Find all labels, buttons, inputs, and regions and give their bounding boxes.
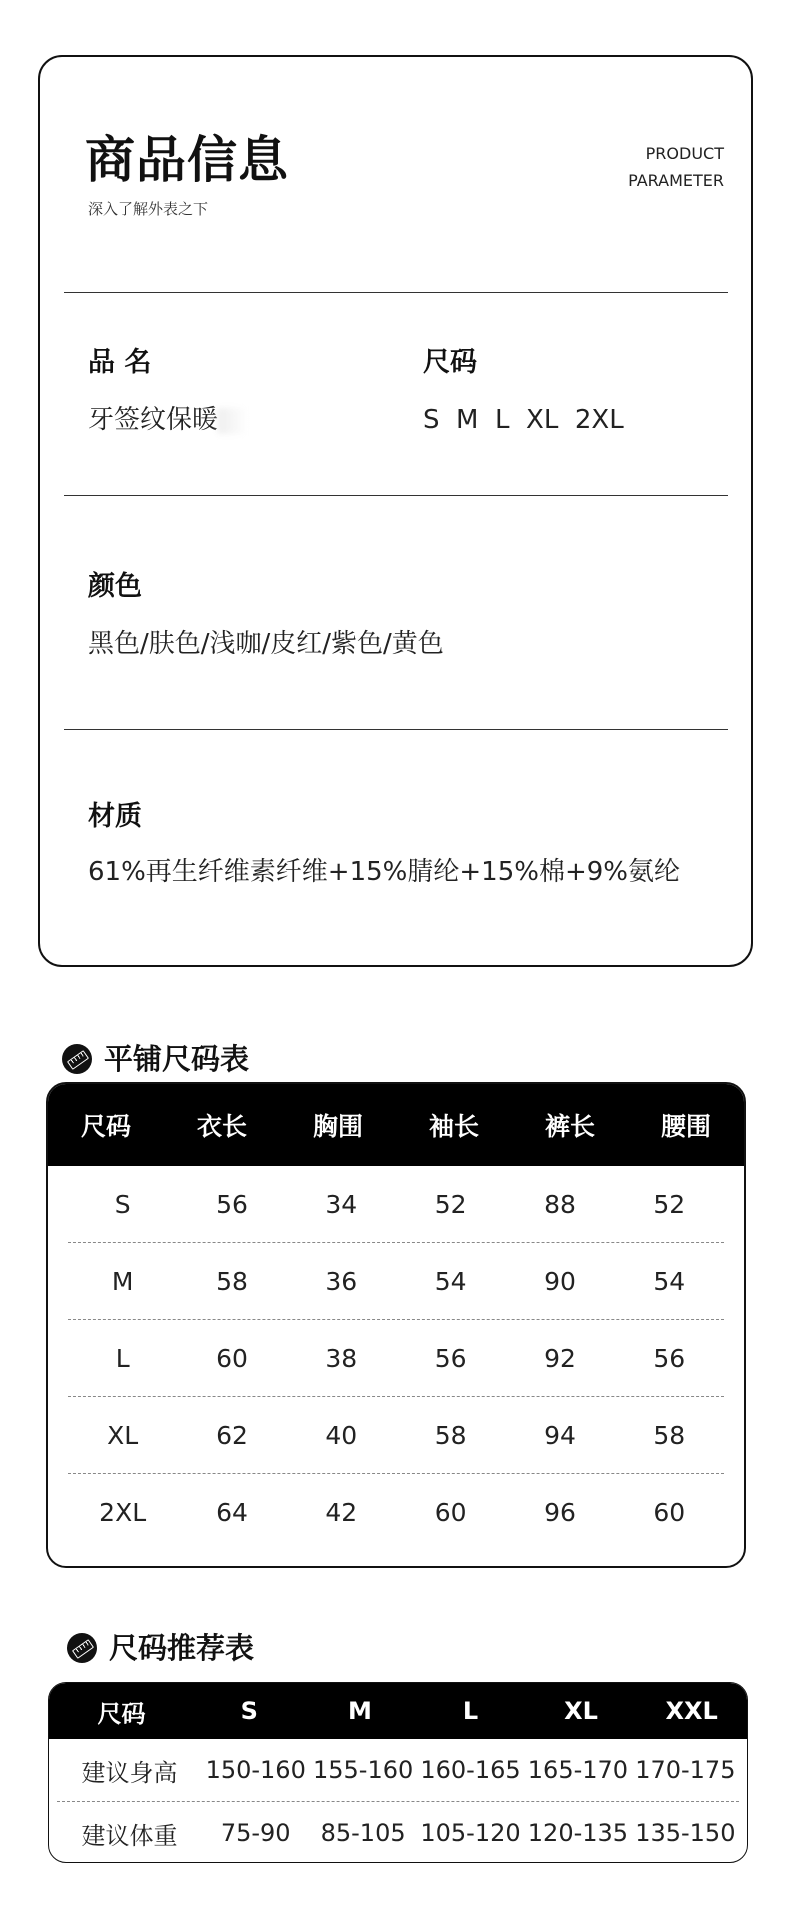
size-value: S M L XL 2XL [423,405,624,435]
table-header [48,1084,744,1166]
divider [64,292,728,293]
table-row [68,1242,724,1319]
size-recommendation-table [48,1682,748,1863]
table-row [68,1473,724,1550]
table-cell: 60 [434,1497,467,1527]
color-label: 颜色 [88,571,142,602]
table-cell: 58 [216,1266,248,1296]
table-cell: 60 [653,1497,686,1527]
header-cell: L [462,1697,479,1725]
table-cell: 155-160 [312,1756,414,1784]
ruler-icon [62,1044,92,1074]
table-row [68,1319,724,1396]
table-cell: 90 [544,1266,576,1296]
header-cell: 胸围 [312,1112,363,1141]
header-cell: 衣长 [196,1112,247,1141]
table-cell: 170-175 [635,1756,736,1784]
header-cell: 裤长 [544,1112,595,1141]
header-cell: 袖长 [428,1112,479,1141]
table-row [68,1396,724,1473]
table-cell: 75-90 [220,1819,291,1847]
table-cell: M [111,1266,134,1296]
table-cell: 40 [325,1420,358,1450]
table-cell: 135-150 [635,1819,736,1847]
name-value-text: 牙签纹保暖 [88,405,219,435]
table-row [57,1801,739,1863]
header-cell: 腰围 [660,1112,711,1141]
table-row [68,1166,724,1242]
table-cell: 34 [325,1189,358,1219]
table-cell: L [115,1343,130,1373]
row-label: 建议身高 [81,1758,178,1787]
table-body [68,1166,724,1550]
table-cell: 96 [544,1497,576,1527]
table-cell: 150-160 [205,1756,306,1784]
table-cell: 58 [653,1420,686,1450]
table-cell: 85-105 [320,1819,406,1847]
header-cell: S [240,1697,258,1725]
table-cell: 92 [544,1343,576,1373]
blurred-text [218,408,248,434]
rec-table-heading [67,1630,255,1665]
table-cell: 38 [325,1343,358,1373]
material-label: 材质 [88,801,142,832]
material-value: 61%再生纤维素纤维+15%腈纶+15%棉+9%氨纶 [88,857,680,887]
rec-table-title: 尺码推荐表 [109,1630,255,1665]
table-header [49,1683,747,1739]
table-cell: 160-165 [420,1756,521,1784]
header-cell: XL [564,1697,598,1725]
header-cell: XXL [665,1697,718,1725]
header-cell: 尺码 [80,1112,131,1141]
tile-size-table [46,1082,746,1568]
table-cell: 56 [653,1343,686,1373]
table-cell: 2XL [99,1497,147,1527]
table-cell: 52 [653,1189,686,1219]
table-cell: 56 [434,1343,467,1373]
table-cell: 62 [216,1420,248,1450]
table-cell: 64 [216,1497,248,1527]
english-title [628,140,724,194]
table-cell: 120-135 [527,1819,629,1847]
table-cell: 105-120 [420,1819,521,1847]
table-cell: 42 [325,1497,358,1527]
divider [64,495,728,496]
table-cell: 58 [434,1420,467,1450]
name-label: 品 名 [88,347,152,378]
header-cell: M [347,1697,372,1725]
page-subtitle: 深入了解外表之下 [88,200,209,218]
size-label: 尺码 [423,347,477,378]
name-value [88,407,248,434]
table-cell: 54 [434,1266,467,1296]
tile-table-heading [62,1041,250,1076]
table-cell: 60 [216,1343,248,1373]
table-cell: 56 [216,1189,248,1219]
page-title: 商品信息 [85,131,289,189]
table-row [57,1739,739,1801]
table-cell: 54 [653,1266,686,1296]
table-cell: S [114,1189,131,1219]
english-title-line1: PRODUCT [645,144,724,163]
english-title-line2: PARAMETER [628,171,724,190]
color-value: 黑色/肤色/浅咖/皮红/紫色/黄色 [88,629,444,659]
header-cell: 尺码 [97,1699,146,1728]
table-cell: 165-170 [527,1756,629,1784]
divider [64,729,728,730]
table-cell: 94 [544,1420,576,1450]
tile-table-title: 平铺尺码表 [104,1041,250,1076]
row-label: 建议体重 [81,1821,178,1850]
ruler-icon [67,1633,97,1663]
table-cell: 88 [544,1189,576,1219]
table-cell: 36 [325,1266,358,1296]
table-cell: XL [107,1420,139,1450]
table-cell: 52 [434,1189,467,1219]
